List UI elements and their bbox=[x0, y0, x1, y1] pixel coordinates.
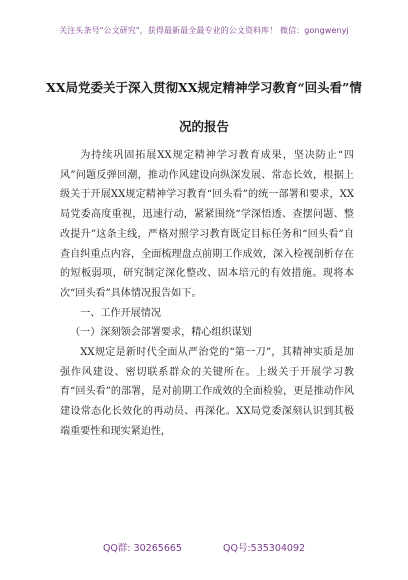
subsection-heading: （一）深刻领会部署要求，精心组织谋划 bbox=[70, 327, 252, 339]
section-heading: 一、工作开展情况 bbox=[80, 307, 161, 319]
document-title-line-1: XX局党委关于深入贯彻XX规定精神学习教育“回头看”情 bbox=[46, 80, 362, 95]
qq-number-text: QQ号:535304092 bbox=[223, 543, 306, 554]
promo-banner: 关注头条号"公文研究"，获得最新最全最专业的公文资料库！ 微信：gongwenyj bbox=[59, 26, 349, 35]
document-title-line-2: 况的报告 bbox=[178, 119, 229, 134]
document-body bbox=[60, 146, 354, 442]
intro-paragraph: 为持续巩固拓展XX规定精神学习教育成果，坚决防止“四风”问题反弹回潮，推动作风建设向纵深发展、常态长效，根据上级关于开展XX规定精神学习教育“回头看”的统一部署和要求，XX局党委高度重视，迅速行动，紧紧围绕“学深悟透、查摆问题、整改提升”这条主线，严格对照学习教育既定目标任务和“回头看”自查自纠重点内容，全面梳理盘点前期工作成效，深入检视剖析存在的短板弱项，研究制定深化整改、固本培元的有效措施。现将本次“回头看”具体情况报告如下。 bbox=[60, 150, 354, 299]
contact-footer bbox=[0, 540, 408, 554]
body-paragraph: XX规定是新时代全面从严治党的“第一刀”，其精神实质是加强作风建设、密切联系群众的关键所在。上级关于开展学习教育“回头看”的部署，是对前期工作成效的全面检验，更是推动作风建设常态化长效化的再动员、再深化。XX局党委深刻认识到其极端重要性和现实紧迫性， bbox=[60, 347, 354, 437]
qq-group-text: QQ群: 30265665 bbox=[102, 543, 182, 554]
